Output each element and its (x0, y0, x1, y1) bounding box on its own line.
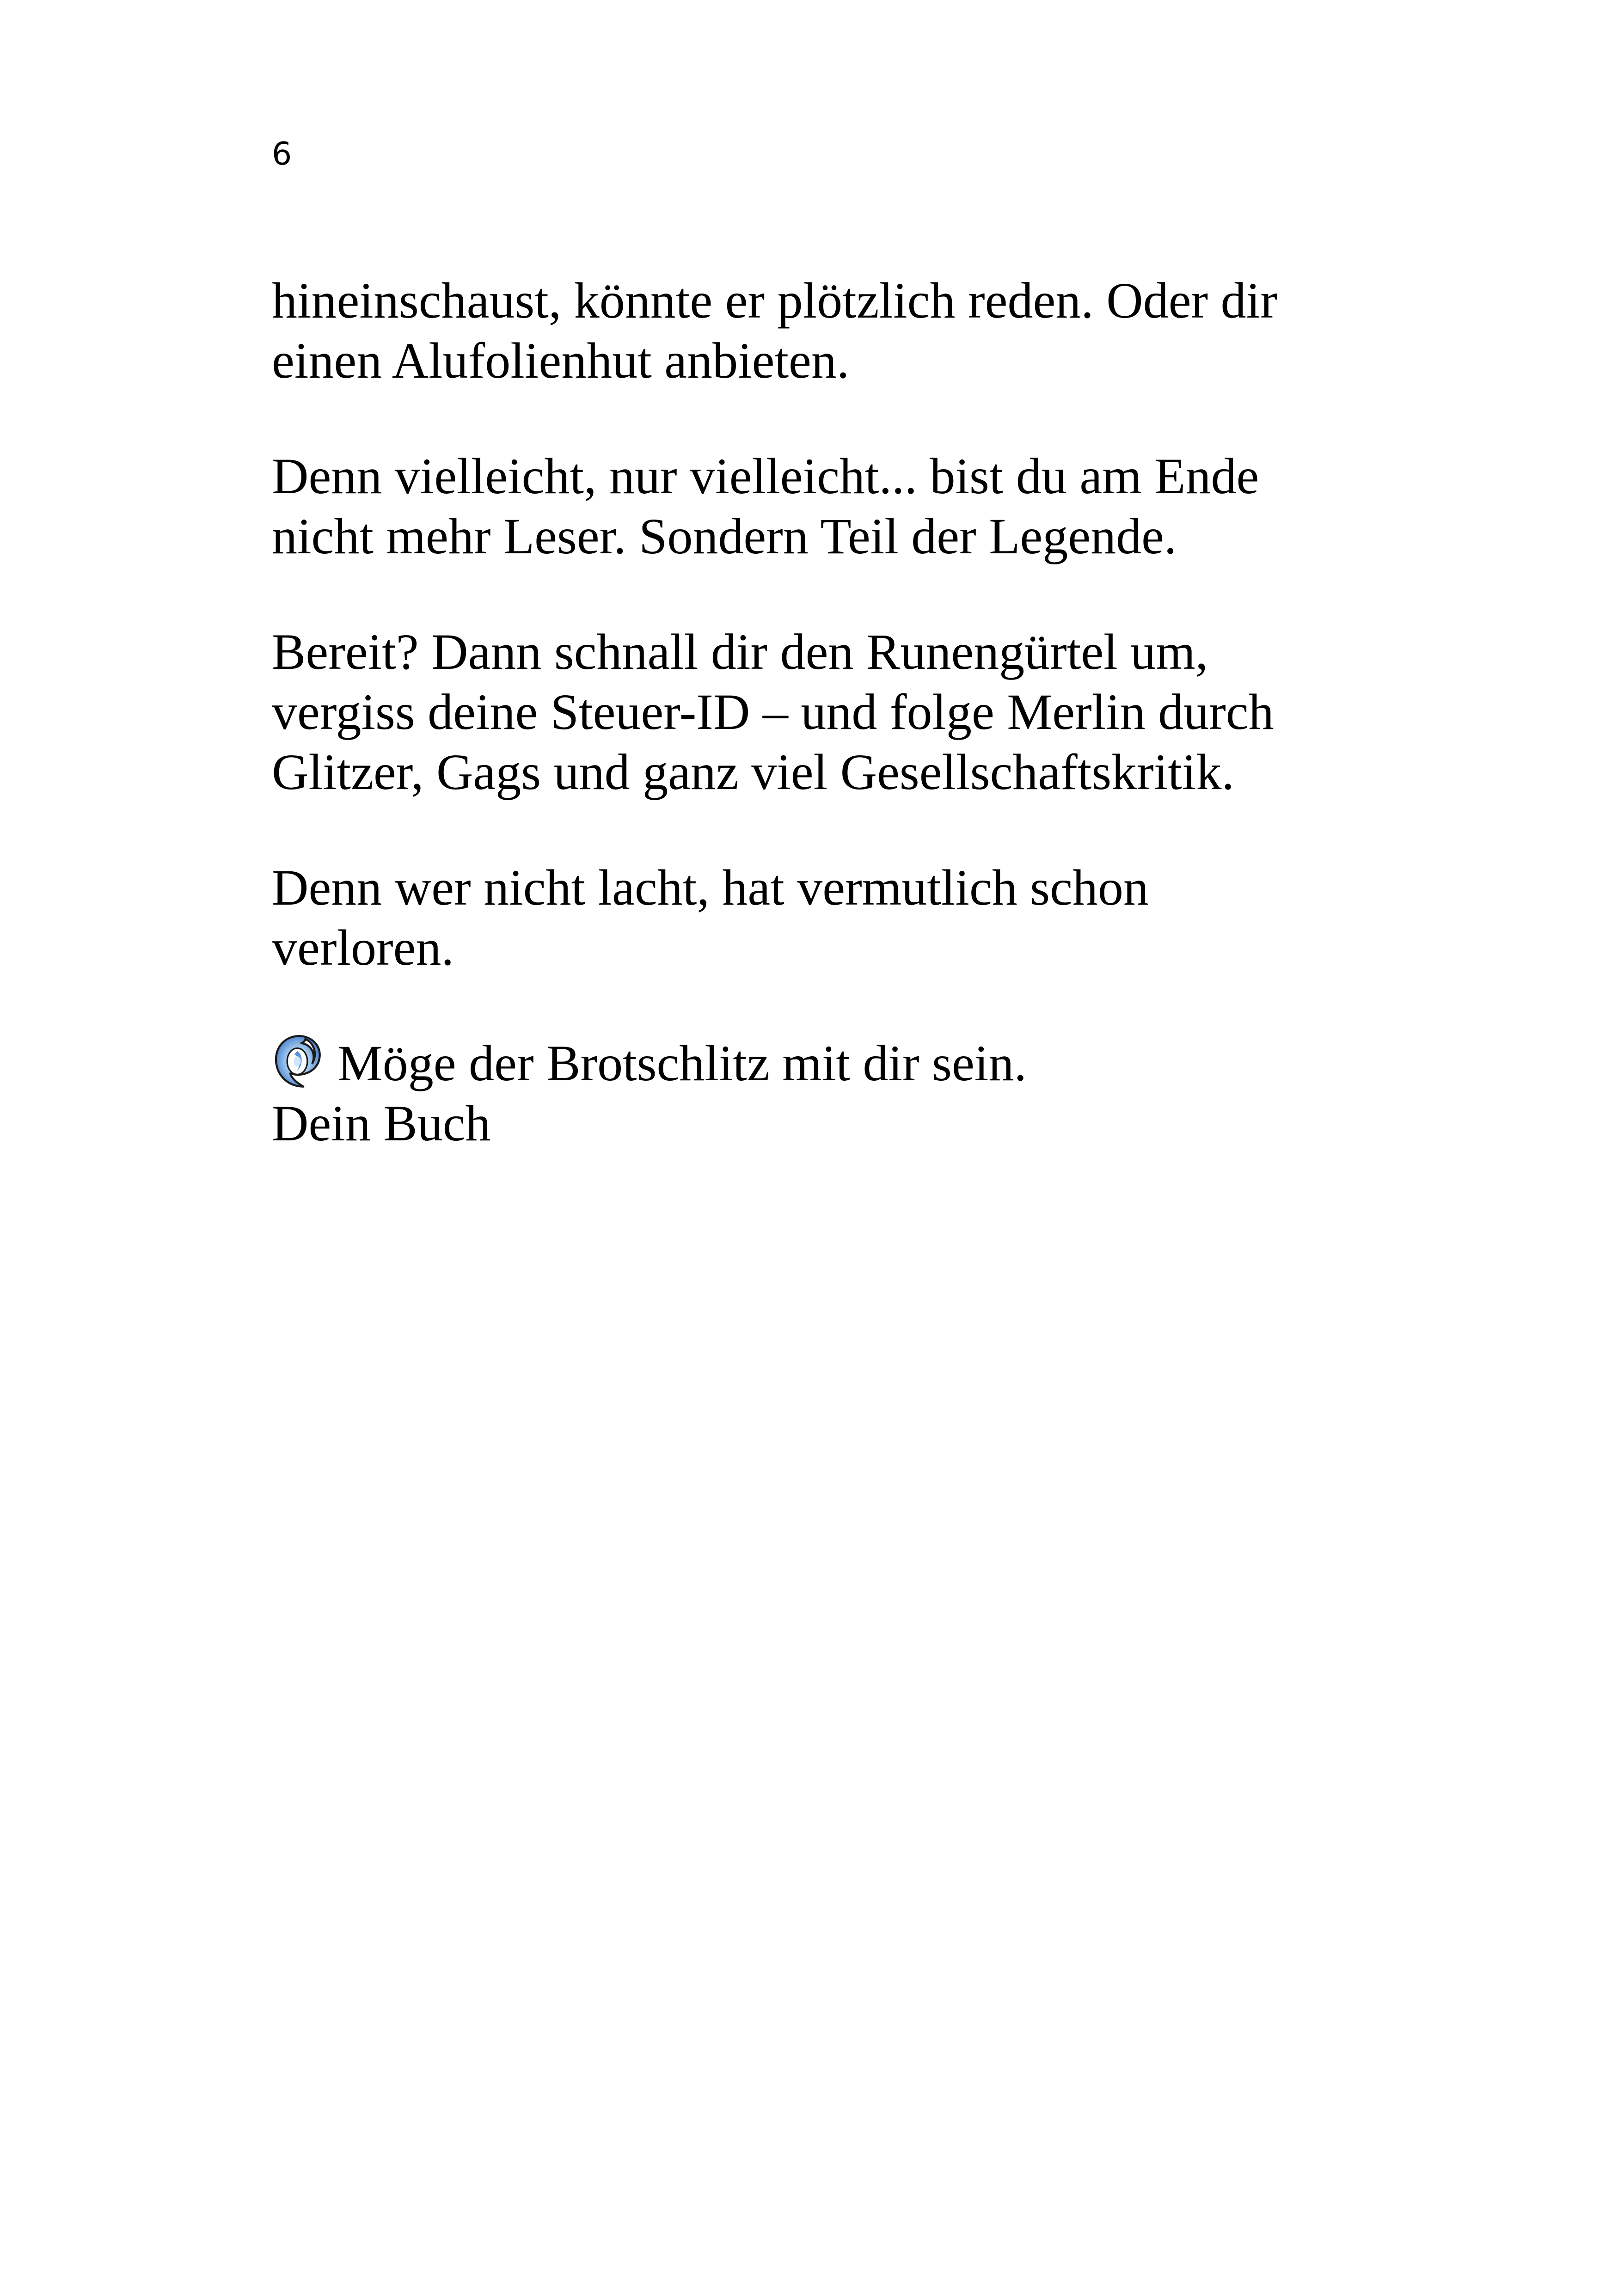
closing (272, 1033, 1381, 1153)
greeting-text: Möge der Brotschlitz mit dir sein. (337, 1035, 1027, 1091)
text-line: einen Alufolienhut anbieten. (272, 332, 850, 389)
text-line: verloren. (272, 919, 454, 976)
text-line: nicht mehr Leser. Sondern Teil der Legende. (272, 508, 1177, 564)
text-line: Denn wer nicht lacht, hat vermutlich schon (272, 859, 1149, 916)
text-line: Glitzer, Gags und ganz viel Gesellschaftskritik. (272, 744, 1234, 800)
cyclone-icon (272, 1034, 323, 1089)
page-number: 6 (272, 136, 292, 172)
text-line: vergiss deine Steuer-ID – und folge Merlin durch (272, 684, 1274, 740)
text-line: hineinschaust, könnte er plötzlich reden. Oder dir (272, 272, 1277, 329)
text-line: Bereit? Dann schnall dir den Runengürtel um, (272, 624, 1208, 680)
text-line: Denn vielleicht, nur vielleicht... bist du am Ende (272, 448, 1259, 504)
greeting-line (272, 1033, 1381, 1093)
paragraph (272, 270, 1381, 391)
paragraph (272, 857, 1381, 978)
paragraph (272, 446, 1381, 566)
body-text (272, 270, 1381, 1153)
paragraph (272, 622, 1381, 802)
signature-line: Dein Buch (272, 1095, 491, 1151)
